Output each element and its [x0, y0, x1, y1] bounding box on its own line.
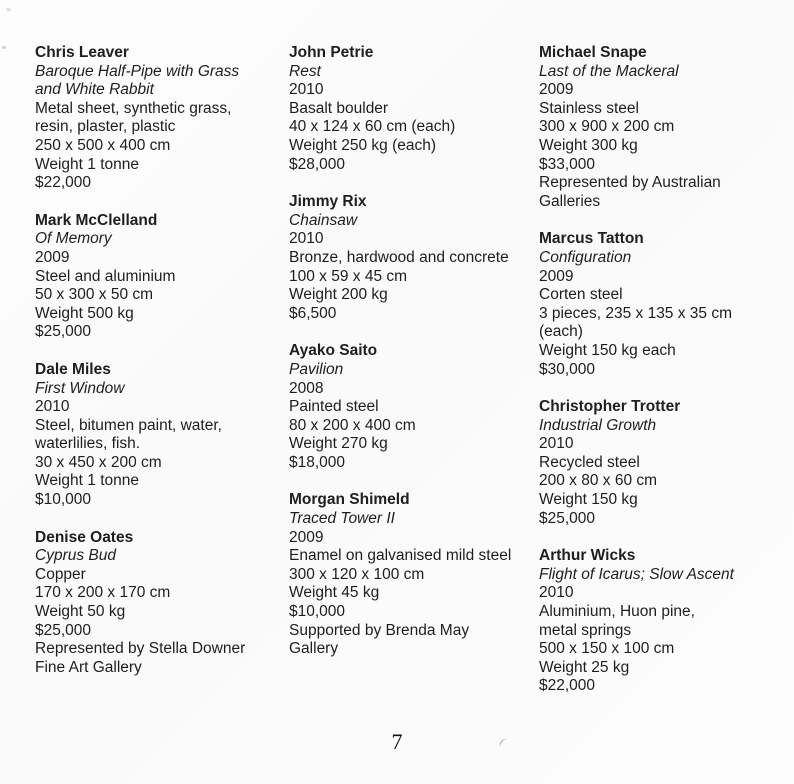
catalogue-entry [539, 44, 791, 211]
artist-name: John Petrie [289, 44, 374, 61]
artist-name: Denise Oates [35, 528, 134, 546]
entry-detail-line: 50 x 300 x 50 cm [35, 286, 154, 304]
artist-name: Ayako Saito [289, 342, 378, 360]
entry-detail-line: 80 x 200 x 400 cm [289, 416, 416, 434]
scan-artifact-smudge [5, 7, 12, 12]
artist-name: Christopher Trotter [539, 398, 681, 416]
entry-detail-line: $6,500 [289, 304, 337, 322]
entry-detail-line: 2009 [539, 81, 574, 99]
catalogue-entry [289, 491, 541, 658]
catalogue-entry [35, 529, 287, 678]
catalogue-entry [35, 361, 287, 510]
entry-detail-line: $22,000 [539, 677, 596, 695]
entry-detail-line: 2010 [35, 398, 70, 416]
entry-detail-line: Weight 300 kg [539, 136, 638, 154]
catalogue-entry [539, 547, 791, 696]
entry-detail-line: Steel, bitumen paint, water, [35, 416, 222, 434]
entry-detail-line: 30 x 450 x 200 cm [35, 453, 162, 471]
entry-detail-line: 500 x 150 x 100 cm [539, 640, 675, 658]
artwork-title-line: and White Rabbit [35, 81, 154, 99]
artist-name: Marcus Tatton [539, 230, 644, 248]
entry-detail-line: 250 x 500 x 400 cm [35, 136, 171, 154]
catalogue-entry [35, 44, 287, 193]
scan-artifact-dot [2, 46, 6, 49]
entry-detail-line: 100 x 59 x 45 cm [289, 267, 408, 285]
entry-detail-line: (each) [539, 323, 583, 341]
artist-name: Jimmy Rix [289, 193, 367, 211]
entry-detail-line: 2010 [289, 81, 324, 99]
entry-detail-line: Weight 25 kg [539, 658, 630, 676]
catalogue-column-middle [289, 44, 541, 678]
entry-detail-line: Weight 45 kg [289, 584, 380, 602]
entry-detail-line: Gallery [289, 640, 339, 658]
artwork-title-line: Configuration [539, 248, 632, 266]
entry-detail-line: $33,000 [539, 155, 596, 173]
entry-detail-line: $25,000 [539, 509, 596, 527]
entry-detail-line: Basalt boulder [289, 99, 389, 117]
entry-detail-line: Copper [35, 565, 86, 583]
entry-detail-line: Enamel on galvanised mild steel [289, 547, 512, 565]
artwork-title-line: Rest [289, 62, 321, 80]
entry-detail-line: 2008 [289, 379, 324, 397]
entry-detail-line: Weight 150 kg each [539, 341, 676, 359]
entry-detail-line: waterlilies, fish. [35, 435, 141, 453]
entry-detail-line: Corten steel [539, 286, 623, 304]
entry-detail-line: Represented by Australian [539, 174, 721, 192]
entry-detail-line: 3 pieces, 235 x 135 x 35 cm [539, 304, 733, 322]
catalogue-entry [289, 342, 541, 472]
entry-detail-line: 2010 [539, 435, 574, 453]
artwork-title-line: Last of the Mackeral [539, 62, 679, 80]
entry-detail-line: Weight 1 tonne [35, 472, 139, 490]
entry-detail-line: $22,000 [35, 174, 92, 192]
artwork-title-line: Chainsaw [289, 211, 358, 229]
catalogue-column-left [35, 44, 287, 696]
artwork-title-line: Pavilion [289, 360, 344, 378]
entry-detail-line: Galleries [539, 192, 601, 210]
artist-name: Dale Miles [35, 360, 111, 378]
entry-detail-line: Metal sheet, synthetic grass, [35, 99, 232, 117]
page-number: 7 [391, 729, 403, 754]
entry-detail-line: resin, plaster, plastic [35, 118, 176, 136]
catalogue-entry [289, 193, 541, 323]
entry-detail-line: Weight 150 kg [539, 491, 638, 509]
entry-detail-line: Supported by Brenda May [289, 621, 470, 639]
entry-detail-line: Fine Art Gallery [35, 658, 142, 676]
artist-name: Arthur Wicks [539, 547, 636, 565]
entry-detail-line: 200 x 80 x 60 cm [539, 472, 658, 490]
entry-detail-line: 2009 [35, 248, 70, 266]
entry-detail-line: Weight 1 tonne [35, 155, 139, 173]
catalogue-entry [539, 398, 791, 528]
entry-detail-line: Stainless steel [539, 99, 639, 117]
entry-detail-line: 170 x 200 x 170 cm [35, 584, 171, 602]
entry-detail-line: Aluminium, Huon pine, [539, 603, 695, 621]
artwork-title-line: Of Memory [35, 230, 112, 248]
entry-detail-line: 2009 [289, 528, 324, 546]
entry-detail-line: $18,000 [289, 453, 346, 471]
artwork-title-line: Flight of Icarus; Slow Ascent [539, 565, 734, 583]
catalogue-entry [539, 230, 791, 379]
entry-detail-line: Bronze, hardwood and concrete [289, 248, 509, 266]
entry-detail-line: Represented by Stella Downer [35, 640, 246, 658]
entry-detail-line: Weight 500 kg [35, 304, 134, 322]
artist-name: Morgan Shimeld [289, 491, 410, 509]
entry-detail-line: Recycled steel [539, 453, 640, 471]
entry-detail-line: 2010 [539, 584, 574, 602]
artwork-title-line: Traced Tower II [289, 510, 395, 528]
entry-detail-line: metal springs [539, 621, 632, 639]
catalogue-entry [289, 44, 541, 174]
entry-detail-line: Weight 250 kg (each) [289, 136, 437, 154]
artist-name: Chris Leaver [35, 44, 129, 61]
entry-detail-line: 2009 [539, 267, 574, 285]
entry-detail-line: $28,000 [289, 155, 346, 173]
artwork-title-line: Cyprus Bud [35, 547, 116, 565]
entry-detail-line: Weight 270 kg [289, 435, 388, 453]
entry-detail-line: 40 x 124 x 60 cm (each) [289, 118, 456, 136]
catalogue-column-right [539, 44, 791, 715]
entry-detail-line: Painted steel [289, 398, 379, 416]
entry-detail-line: 300 x 120 x 100 cm [289, 565, 425, 583]
catalogue-entry [35, 212, 287, 342]
entry-detail-line: $30,000 [539, 360, 596, 378]
entry-detail-line: $25,000 [35, 621, 92, 639]
artwork-title-line: First Window [35, 379, 125, 397]
artist-name: Mark McClelland [35, 211, 158, 229]
entry-detail-line: 2010 [289, 230, 324, 248]
entry-detail-line: $10,000 [35, 491, 92, 509]
artwork-title-line: Baroque Half-Pipe with Grass [35, 62, 240, 80]
entry-detail-line: $25,000 [35, 323, 92, 341]
artist-name: Michael Snape [539, 44, 647, 61]
entry-detail-line: Weight 50 kg [35, 603, 126, 621]
entry-detail-line: 300 x 900 x 200 cm [539, 118, 675, 136]
artwork-title-line: Industrial Growth [539, 416, 657, 434]
entry-detail-line: Steel and aluminium [35, 267, 176, 285]
entry-detail-line: $10,000 [289, 603, 346, 621]
entry-detail-line: Weight 200 kg [289, 286, 388, 304]
